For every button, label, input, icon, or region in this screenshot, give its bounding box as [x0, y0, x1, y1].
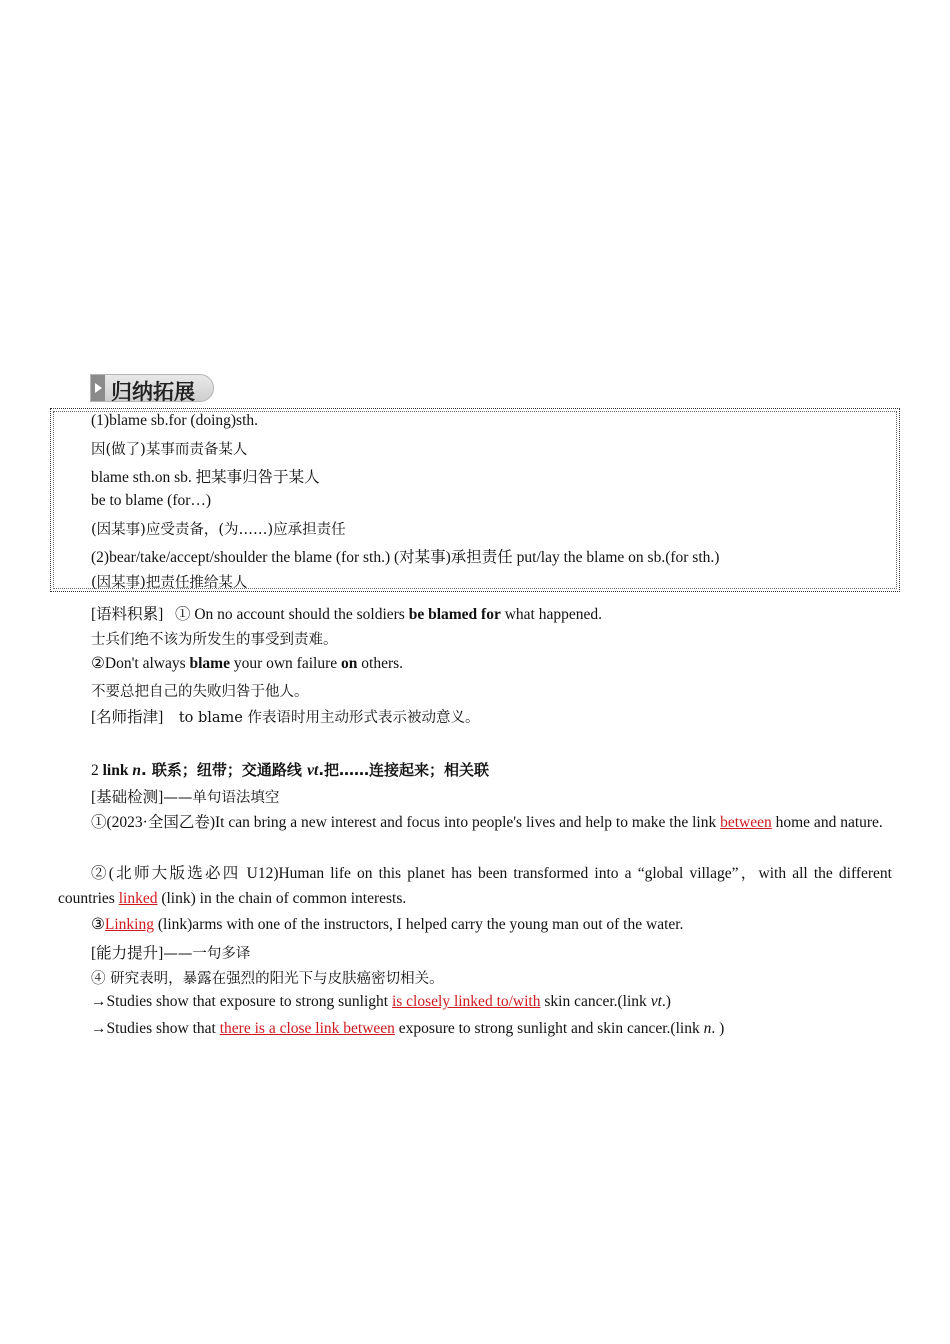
box-line-4: be to blame (for…) — [91, 492, 212, 509]
corpus-s1-bold: be blamed for — [408, 606, 501, 623]
q3-pre: ③ — [91, 916, 105, 933]
corpus-s2-post: others. — [357, 655, 404, 672]
tip-text: to blame 作表语时用主动形式表示被动意义。 — [178, 710, 480, 726]
t1-pre: →Studies show that exposure to strong sunlight — [91, 993, 392, 1010]
q2-post: (link) in the chain of common interests. — [157, 890, 407, 907]
q2-answer: linked — [118, 890, 158, 907]
corpus-line-2 — [91, 654, 403, 673]
question-2 — [58, 861, 892, 911]
entry-word: link — [102, 762, 129, 779]
t2-end: . ) — [711, 1020, 725, 1037]
t1-pos: vt — [650, 993, 662, 1010]
t2-post: exposure to strong sunlight and skin cancer.(link — [394, 1020, 704, 1037]
tip-label: [名师指津] — [91, 709, 164, 726]
corpus-s2-mid: your own failure — [229, 655, 342, 672]
box-line-5: (因某事)应受责备，(为……)应承担责任 — [91, 522, 346, 538]
box-line-1: (1)blame sb.for (doing)sth. — [91, 412, 259, 429]
entry-pos1: n — [132, 762, 141, 779]
entry-number: 2 — [91, 762, 103, 779]
question-1 — [58, 810, 892, 835]
corpus-s2-bold1: blame — [189, 655, 230, 672]
translation-1 — [91, 993, 671, 1011]
question-3 — [91, 915, 683, 934]
t2-answer: there is a close link between — [219, 1020, 395, 1037]
entry-heading — [91, 759, 489, 780]
t1-end: .) — [661, 993, 671, 1010]
q1-pre: ①(2023·全国乙卷)It can bring a new interest and focus into people's lives and help to make the link — [91, 814, 721, 831]
basic-title: ——单句语法填空 — [163, 790, 280, 806]
corpus-label: [语料积累] — [91, 606, 164, 623]
triangle-marker-icon — [91, 375, 105, 401]
t2-pos: n — [703, 1020, 712, 1037]
advance-heading — [91, 941, 250, 963]
box-line-2: 因(做了)某事而责备某人 — [91, 442, 248, 458]
box-line-3: blame sth.on sb. 把某事归咎于某人 — [91, 469, 320, 486]
translation-2 — [91, 1020, 724, 1038]
corpus-s2-bold2: on — [341, 655, 358, 672]
advance-title: ——一句多译 — [163, 946, 251, 962]
basic-label: [基础检测] — [91, 789, 164, 806]
box-line-6: (2)bear/take/accept/shoulder the blame (for sth.) (对某事)承担责任 put/lay the blame on sb.(for sth.) — [91, 549, 720, 566]
corpus-s1-pre: ① On no account should the soldiers — [174, 606, 409, 623]
corpus-s1-cn: 士兵们绝不该为所发生的事受到责难。 — [91, 632, 338, 648]
corpus-s1-post: what happened. — [500, 606, 603, 623]
entry-pos2: vt — [307, 762, 319, 779]
q3-post: (link)arms with one of the instructors, I helped carry the young man out of the water. — [154, 916, 684, 933]
tip-line — [91, 705, 480, 727]
q2-pre: ②(北师大版选必四 U12)Human life on this planet has been transformed into a “global village”，with all the different countries — [58, 865, 892, 907]
corpus-line-1 — [91, 602, 602, 624]
q1-post: home and nature. — [771, 814, 883, 831]
section-badge — [90, 374, 214, 402]
corpus-s2-pre: ②Don't always — [91, 655, 190, 672]
basic-heading — [91, 785, 279, 807]
question-4: ④ 研究表明，暴露在强烈的阳光下与皮肤癌密切相关。 — [91, 971, 444, 987]
t2-pre: →Studies show that — [91, 1020, 220, 1037]
advance-label: [能力提升] — [91, 945, 164, 962]
box-line-7: (因某事)把责任推给某人 — [91, 575, 248, 591]
q1-answer: between — [720, 814, 772, 831]
corpus-s2-cn: 不要总把自己的失败归咎于他人。 — [91, 684, 309, 700]
entry-def2: .把……连接起来；相关联 — [318, 761, 490, 779]
t1-answer: is closely linked to/with — [391, 993, 541, 1010]
section-badge-title: 归纳拓展 — [111, 380, 195, 404]
entry-def1: . 联系；纽带；交通路线 — [140, 761, 308, 779]
t1-post: skin cancer.(link — [540, 993, 651, 1010]
q3-answer: Linking — [104, 916, 154, 933]
